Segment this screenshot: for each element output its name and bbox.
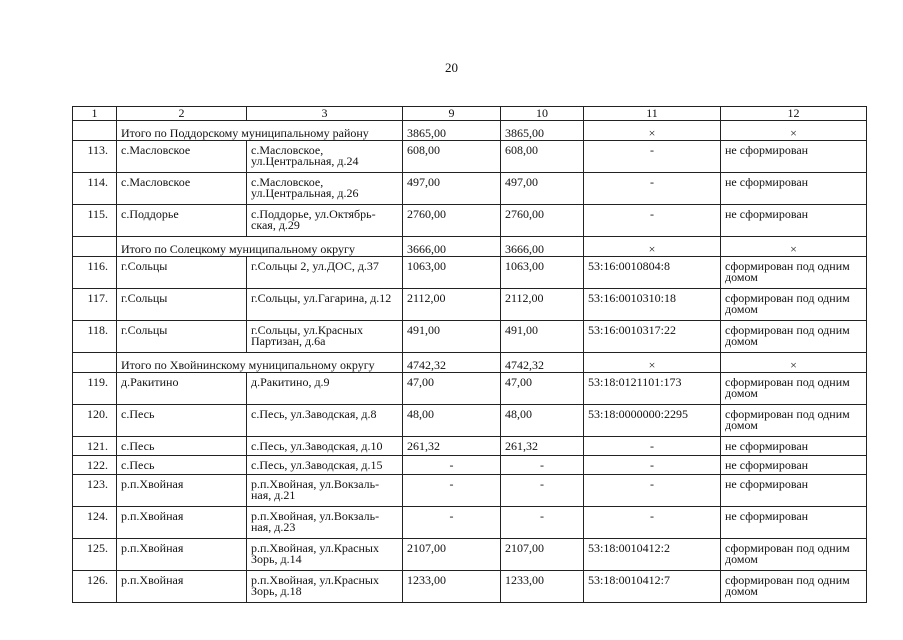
area-value: 491,00 <box>403 321 501 353</box>
area-value: 3865,00 <box>403 121 501 141</box>
area-value-total: 3865,00 <box>501 121 584 141</box>
area-value: 1233,00 <box>403 571 501 603</box>
row-number: 126. <box>73 571 117 603</box>
subtotal-row <box>73 353 867 373</box>
column-header: 12 <box>721 107 867 121</box>
cadastral-number: - <box>584 507 721 539</box>
land-plot-status: × <box>721 121 867 141</box>
cadastral-number: - <box>584 437 721 456</box>
cadastral-number: - <box>584 475 721 507</box>
area-value: 261,32 <box>403 437 501 456</box>
column-header: 2 <box>117 107 247 121</box>
table-body <box>73 107 867 603</box>
cadastral-number: 53:16:0010804:8 <box>584 257 721 289</box>
cadastral-number: - <box>584 456 721 475</box>
subtotal-label: Итого по Поддорскому муниципальному району <box>117 121 403 141</box>
area-value: 3666,00 <box>403 237 501 257</box>
land-plot-status: сформирован под одним домом <box>721 571 867 603</box>
settlement-name: с.Песь <box>117 437 247 456</box>
settlement-name: г.Сольцы <box>117 321 247 353</box>
row-number: 115. <box>73 205 117 237</box>
table-row <box>73 507 867 539</box>
subtotal-row <box>73 121 867 141</box>
land-plot-status: сформирован под одним домом <box>721 373 867 405</box>
row-number: 120. <box>73 405 117 437</box>
area-value-total: 48,00 <box>501 405 584 437</box>
area-value-total: 2760,00 <box>501 205 584 237</box>
table-row <box>73 289 867 321</box>
cadastral-number: × <box>584 237 721 257</box>
address: с.Масловское, ул.Центральная, д.24 <box>247 141 403 173</box>
row-number: 117. <box>73 289 117 321</box>
address: г.Сольцы, ул.Красных Партизан, д.6а <box>247 321 403 353</box>
land-plot-status: не сформирован <box>721 437 867 456</box>
address: р.п.Хвойная, ул.Красных Зорь, д.14 <box>247 539 403 571</box>
area-value-total: - <box>501 475 584 507</box>
cadastral-number: 53:18:0010412:2 <box>584 539 721 571</box>
area-value: - <box>403 456 501 475</box>
land-plot-status: не сформирован <box>721 456 867 475</box>
table-row <box>73 475 867 507</box>
cadastral-number: × <box>584 353 721 373</box>
column-header: 11 <box>584 107 721 121</box>
settlement-name: р.п.Хвойная <box>117 507 247 539</box>
area-value-total: 47,00 <box>501 373 584 405</box>
area-value: 608,00 <box>403 141 501 173</box>
address: д.Ракитино, д.9 <box>247 373 403 405</box>
settlement-name: г.Сольцы <box>117 257 247 289</box>
address: р.п.Хвойная, ул.Вокзаль-ная, д.21 <box>247 475 403 507</box>
area-value: - <box>403 475 501 507</box>
area-value: 47,00 <box>403 373 501 405</box>
land-plot-status: сформирован под одним домом <box>721 321 867 353</box>
area-value-total: 1233,00 <box>501 571 584 603</box>
address: с.Песь, ул.Заводская, д.15 <box>247 456 403 475</box>
land-plot-status: × <box>721 353 867 373</box>
settlement-name: г.Сольцы <box>117 289 247 321</box>
settlement-name: с.Масловское <box>117 173 247 205</box>
table-row <box>73 437 867 456</box>
row-number: 113. <box>73 141 117 173</box>
empty-cell <box>73 353 117 373</box>
land-plot-status: не сформирован <box>721 475 867 507</box>
address: р.п.Хвойная, ул.Вокзаль-ная, д.23 <box>247 507 403 539</box>
area-value-total: 1063,00 <box>501 257 584 289</box>
table-row <box>73 141 867 173</box>
cadastral-number: - <box>584 173 721 205</box>
area-value-total: 2112,00 <box>501 289 584 321</box>
area-value: 2760,00 <box>403 205 501 237</box>
table-row <box>73 456 867 475</box>
header-row <box>73 107 867 121</box>
settlement-name: с.Масловское <box>117 141 247 173</box>
cadastral-number: 53:16:0010317:22 <box>584 321 721 353</box>
cadastral-number: 53:18:0000000:2295 <box>584 405 721 437</box>
area-value: 497,00 <box>403 173 501 205</box>
area-value-total: - <box>501 507 584 539</box>
land-plot-status: не сформирован <box>721 205 867 237</box>
row-number: 124. <box>73 507 117 539</box>
table-row <box>73 257 867 289</box>
table-row <box>73 539 867 571</box>
column-header: 1 <box>73 107 117 121</box>
column-header: 10 <box>501 107 584 121</box>
area-value-total: 3666,00 <box>501 237 584 257</box>
area-value: 4742,32 <box>403 353 501 373</box>
address: с.Песь, ул.Заводская, д.10 <box>247 437 403 456</box>
address: г.Сольцы, ул.Гагарина, д.12 <box>247 289 403 321</box>
address: р.п.Хвойная, ул.Красных Зорь, д.18 <box>247 571 403 603</box>
row-number: 119. <box>73 373 117 405</box>
land-plot-status: сформирован под одним домом <box>721 539 867 571</box>
address: с.Поддорье, ул.Октябрь-ская, д.29 <box>247 205 403 237</box>
table-row <box>73 405 867 437</box>
row-number: 122. <box>73 456 117 475</box>
land-plot-status: не сформирован <box>721 507 867 539</box>
land-plot-status: не сформирован <box>721 141 867 173</box>
table-row <box>73 205 867 237</box>
area-value: 48,00 <box>403 405 501 437</box>
cadastral-number: - <box>584 205 721 237</box>
land-plot-status: × <box>721 237 867 257</box>
cadastral-number: 53:16:0010310:18 <box>584 289 721 321</box>
cadastral-number: 53:18:0121101:173 <box>584 373 721 405</box>
cadastral-number: × <box>584 121 721 141</box>
settlement-name: д.Ракитино <box>117 373 247 405</box>
subtotal-row <box>73 237 867 257</box>
area-value-total: 261,32 <box>501 437 584 456</box>
row-number: 116. <box>73 257 117 289</box>
area-value: 2112,00 <box>403 289 501 321</box>
area-value: 2107,00 <box>403 539 501 571</box>
land-plot-status: сформирован под одним домом <box>721 289 867 321</box>
settlement-name: р.п.Хвойная <box>117 475 247 507</box>
cadastral-number: - <box>584 141 721 173</box>
page-number: 20 <box>445 60 458 75</box>
row-number: 118. <box>73 321 117 353</box>
area-value-total: 608,00 <box>501 141 584 173</box>
column-header: 9 <box>403 107 501 121</box>
land-plot-status: сформирован под одним домом <box>721 405 867 437</box>
subtotal-label: Итого по Солецкому муниципальному округу <box>117 237 403 257</box>
area-value-total: - <box>501 456 584 475</box>
settlement-name: р.п.Хвойная <box>117 571 247 603</box>
land-plot-status: сформирован под одним домом <box>721 257 867 289</box>
land-plot-status: не сформирован <box>721 173 867 205</box>
empty-cell <box>73 237 117 257</box>
address: г.Сольцы 2, ул.ДОС, д.37 <box>247 257 403 289</box>
address: с.Песь, ул.Заводская, д.8 <box>247 405 403 437</box>
settlement-name: р.п.Хвойная <box>117 539 247 571</box>
row-number: 123. <box>73 475 117 507</box>
area-value-total: 4742,32 <box>501 353 584 373</box>
address: с.Масловское, ул.Центральная, д.26 <box>247 173 403 205</box>
subtotal-label: Итого по Хвойнинскому муниципальному округу <box>117 353 403 373</box>
settlement-name: с.Песь <box>117 405 247 437</box>
registry-table <box>72 106 867 603</box>
area-value: 1063,00 <box>403 257 501 289</box>
table-row <box>73 373 867 405</box>
settlement-name: с.Поддорье <box>117 205 247 237</box>
row-number: 125. <box>73 539 117 571</box>
table-row <box>73 173 867 205</box>
column-header: 3 <box>247 107 403 121</box>
settlement-name: с.Песь <box>117 456 247 475</box>
row-number: 121. <box>73 437 117 456</box>
area-value-total: 491,00 <box>501 321 584 353</box>
area-value-total: 497,00 <box>501 173 584 205</box>
row-number: 114. <box>73 173 117 205</box>
area-value-total: 2107,00 <box>501 539 584 571</box>
area-value: - <box>403 507 501 539</box>
table-row <box>73 571 867 603</box>
cadastral-number: 53:18:0010412:7 <box>584 571 721 603</box>
empty-cell <box>73 121 117 141</box>
table-row <box>73 321 867 353</box>
